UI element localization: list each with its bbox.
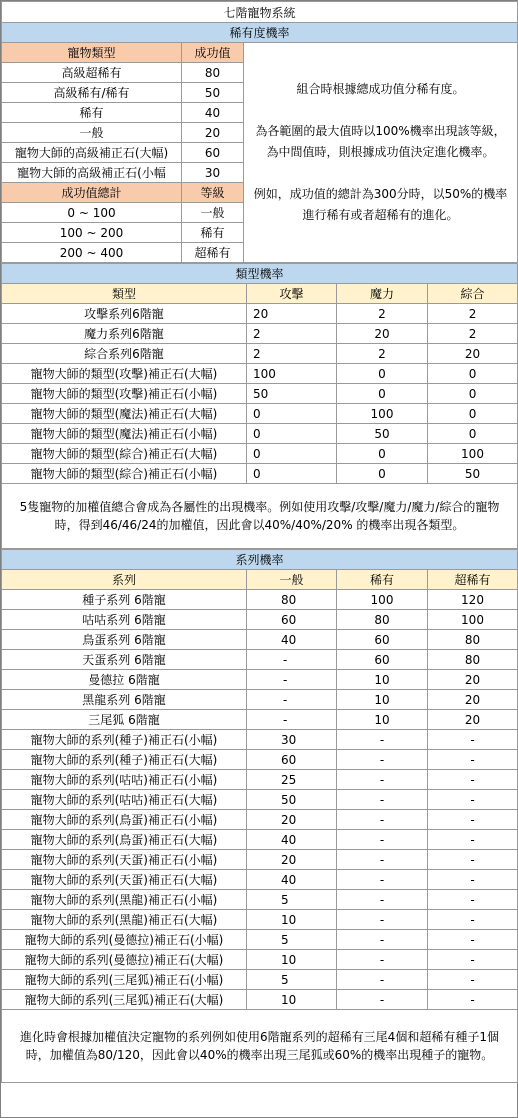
grade-label: 稀有 [182,223,244,243]
series-row [2,890,518,910]
type-name-cell: 寵物大師的類型(綜合)補正石(大幅) [2,444,247,464]
series-row [2,730,518,750]
series-value-cell: 10 [337,670,428,690]
type-col-magic: 魔力 [337,284,428,304]
series-value-cell: - [247,670,337,690]
grade-range: 200 ~ 400 [2,243,182,263]
series-value-cell: 20 [247,850,337,870]
rarity-value: 40 [182,103,244,123]
series-name-cell: 黑龍系列 6階寵 [2,690,247,710]
series-value-cell: - [428,750,518,770]
type-value-cell: 0 [428,364,518,384]
series-value-cell: - [247,710,337,730]
series-value-cell: 20 [428,670,518,690]
type-value-cell: 2 [247,344,337,364]
series-value-cell: - [428,870,518,890]
series-value-cell: 10 [337,710,428,730]
series-value-cell: - [428,810,518,830]
series-value-cell: 20 [428,710,518,730]
grade-col-total: 成功值總計 [2,183,182,203]
series-name-cell: 寵物大師的系列(三尾狐)補正石(大幅) [2,990,247,1010]
type-row [2,404,518,424]
rarity-type: 寵物大師的高級補正石(小幅 [2,163,182,183]
type-col-type: 類型 [2,284,247,304]
series-value-cell: 80 [428,650,518,670]
type-value-cell: 0 [428,384,518,404]
series-value-cell: - [337,810,428,830]
rarity-type: 稀有 [2,103,182,123]
series-value-cell: 40 [247,630,337,650]
series-row [2,630,518,650]
type-prob-rows [2,304,518,484]
rarity-value: 20 [182,123,244,143]
series-row [2,650,518,670]
type-value-cell: 0 [247,444,337,464]
grade-range: 100 ~ 200 [2,223,182,243]
rarity-type: 一般 [2,123,182,143]
type-value-cell: 2 [428,304,518,324]
series-value-cell: - [428,770,518,790]
type-value-cell: 50 [428,464,518,484]
series-name-cell: 寵物大師的系列(曼德拉)補正石(小幅) [2,930,247,950]
series-value-cell: - [428,730,518,750]
rarity-col-value: 成功值 [182,43,244,63]
series-col-series: 系列 [2,570,247,590]
type-value-cell: 0 [337,464,428,484]
series-value-cell: 30 [247,730,337,750]
series-value-cell: 5 [247,930,337,950]
series-row [2,850,518,870]
series-value-cell: - [337,950,428,970]
series-value-cell: - [428,910,518,930]
series-row [2,990,518,1010]
series-name-cell: 寵物大師的系列(曼德拉)補正石(大幅) [2,950,247,970]
series-value-cell: - [428,970,518,990]
type-name-cell: 寵物大師的類型(魔法)補正石(小幅) [2,424,247,444]
type-value-cell: 0 [428,404,518,424]
series-name-cell: 曼德拉 6階寵 [2,670,247,690]
type-value-cell: 0 [428,424,518,444]
type-note: 5隻寵物的加權值總合會成為各屬性的出現機率。例如使用攻擊/攻擊/魔力/魔力/綜合的寵物時，得到46/46/24的加權值，因此會以40%/40%/20% 的機率出現各類型。 [2,484,518,549]
rarity-col-type: 寵物類型 [2,43,182,63]
type-value-cell: 20 [247,304,337,324]
type-name-cell: 寵物大師的類型(攻擊)補正石(大幅) [2,364,247,384]
type-name-cell: 魔力系列6階寵 [2,324,247,344]
rarity-table [1,1,518,263]
type-col-combined: 綜合 [428,284,518,304]
series-name-cell: 寵物大師的系列(種子)補正石(大幅) [2,750,247,770]
type-row [2,384,518,404]
series-prob-table [1,549,518,1083]
type-prob-table [1,263,518,549]
series-value-cell: 120 [428,590,518,610]
type-value-cell: 0 [247,424,337,444]
type-name-cell: 綜合系列6階寵 [2,344,247,364]
series-value-cell: 60 [337,650,428,670]
series-value-cell: 20 [428,690,518,710]
type-value-cell: 20 [337,324,428,344]
series-value-cell: - [337,750,428,770]
series-value-cell: - [337,930,428,950]
grade-col-grade: 等級 [182,183,244,203]
series-value-cell: - [337,910,428,930]
series-name-cell: 鳥蛋系列 6階寵 [2,630,247,650]
series-row [2,870,518,890]
series-row [2,790,518,810]
series-value-cell: - [428,950,518,970]
series-value-cell: 80 [428,630,518,650]
series-value-cell: 20 [247,810,337,830]
series-row [2,590,518,610]
type-value-cell: 20 [428,344,518,364]
rarity-type: 高級稀有/稀有 [2,83,182,103]
rarity-desc-line-2: 為各範圍的最大值時以100%機率出現該等級，為中間值時，則根據成功值決定進化機率。 [255,124,506,159]
rarity-type: 寵物大師的高級補正石(大幅) [2,143,182,163]
series-value-cell: - [428,890,518,910]
type-row [2,304,518,324]
series-name-cell: 寵物大師的系列(黑龍)補正石(大幅) [2,910,247,930]
type-row [2,424,518,444]
series-col-normal: 一般 [247,570,337,590]
series-section-header: 系列機率 [2,550,518,570]
type-value-cell: 0 [337,444,428,464]
rarity-value: 80 [182,63,244,83]
type-row [2,444,518,464]
series-value-cell: - [428,990,518,1010]
series-row [2,770,518,790]
rarity-desc-line-3: 例如，成功值的總計為300分時，以50%的機率進行稀有或者超稀有的進化。 [253,187,508,222]
series-value-cell: 60 [247,610,337,630]
series-name-cell: 寵物大師的系列(天蛋)補正石(小幅) [2,850,247,870]
series-row [2,710,518,730]
series-row [2,690,518,710]
type-value-cell: 100 [247,364,337,384]
series-value-cell: 100 [428,610,518,630]
type-value-cell: 100 [428,444,518,464]
series-value-cell: - [428,850,518,870]
type-name-cell: 攻擊系列6階寵 [2,304,247,324]
type-name-cell: 寵物大師的類型(魔法)補正石(大幅) [2,404,247,424]
series-value-cell: - [428,790,518,810]
sheet-title: 七階寵物系統 [2,2,518,23]
series-value-cell: - [337,830,428,850]
series-name-cell: 寵物大師的系列(咕咕)補正石(大幅) [2,790,247,810]
type-value-cell: 0 [247,404,337,424]
series-value-cell: 60 [247,750,337,770]
rarity-value: 60 [182,143,244,163]
rarity-description [244,43,518,263]
series-name-cell: 寵物大師的系列(三尾狐)補正石(小幅) [2,970,247,990]
type-value-cell: 50 [337,424,428,444]
rarity-value: 30 [182,163,244,183]
series-row [2,810,518,830]
series-prob-rows [2,590,518,1010]
type-value-cell: 50 [247,384,337,404]
type-row [2,364,518,384]
series-value-cell: - [337,970,428,990]
type-col-attack: 攻擊 [247,284,337,304]
series-value-cell: 50 [247,790,337,810]
series-value-cell: - [337,890,428,910]
type-name-cell: 寵物大師的類型(攻擊)補正石(小幅) [2,384,247,404]
series-value-cell: 10 [337,690,428,710]
series-name-cell: 寵物大師的系列(鳥蛋)補正石(大幅) [2,830,247,850]
type-value-cell: 100 [337,404,428,424]
series-row [2,670,518,690]
series-name-cell: 天蛋系列 6階寵 [2,650,247,670]
series-row [2,830,518,850]
series-value-cell: - [337,770,428,790]
series-name-cell: 寵物大師的系列(黑龍)補正石(小幅) [2,890,247,910]
rarity-desc-line-1: 組合時根據總成功值分稀有度。 [296,82,465,96]
series-value-cell: 10 [247,910,337,930]
series-name-cell: 寵物大師的系列(種子)補正石(小幅) [2,730,247,750]
series-value-cell: - [337,730,428,750]
series-col-super-rare: 超稀有 [428,570,518,590]
series-name-cell: 種子系列 6階寵 [2,590,247,610]
type-row [2,464,518,484]
type-value-cell: 0 [337,384,428,404]
series-value-cell: 100 [337,590,428,610]
series-name-cell: 咕咕系列 6階寵 [2,610,247,630]
series-name-cell: 寵物大師的系列(鳥蛋)補正石(小幅) [2,810,247,830]
type-value-cell: 0 [337,364,428,384]
type-name-cell: 寵物大師的類型(綜合)補正石(小幅) [2,464,247,484]
series-value-cell: 10 [247,950,337,970]
type-row [2,344,518,364]
series-value-cell: - [247,690,337,710]
series-value-cell: 10 [247,990,337,1010]
series-value-cell: - [337,870,428,890]
series-value-cell: 5 [247,970,337,990]
grade-range: 0 ~ 100 [2,203,182,223]
series-value-cell: - [247,650,337,670]
series-row [2,910,518,930]
type-row [2,324,518,344]
series-value-cell: 25 [247,770,337,790]
type-value-cell: 2 [337,344,428,364]
grade-label: 一般 [182,203,244,223]
series-row [2,950,518,970]
series-value-cell: - [428,930,518,950]
type-value-cell: 2 [428,324,518,344]
series-name-cell: 寵物大師的系列(咕咕)補正石(小幅) [2,770,247,790]
rarity-value: 50 [182,83,244,103]
series-value-cell: 5 [247,890,337,910]
series-value-cell: - [337,790,428,810]
series-value-cell: - [428,830,518,850]
series-name-cell: 寵物大師的系列(天蛋)補正石(大幅) [2,870,247,890]
series-row [2,970,518,990]
rarity-type: 高級超稀有 [2,63,182,83]
series-value-cell: 40 [247,830,337,850]
series-value-cell: - [337,990,428,1010]
type-section-header: 類型機率 [2,264,518,284]
series-value-cell: 80 [337,610,428,630]
series-row [2,750,518,770]
series-note: 進化時會根據加權值決定寵物的系列例如使用6階寵系列的超稀有三尾4個和超稀有種子1個時，加權值為80/120，因此會以40%的機率出現三尾狐或60%的機率出現種子的寵物。 [2,1010,518,1083]
series-value-cell: - [337,850,428,870]
series-name-cell: 三尾狐 6階寵 [2,710,247,730]
series-row [2,610,518,630]
series-row [2,930,518,950]
series-value-cell: 40 [247,870,337,890]
series-col-rare: 稀有 [337,570,428,590]
series-value-cell: 80 [247,590,337,610]
grade-label: 超稀有 [182,243,244,263]
rarity-section-header: 稀有度機率 [2,23,518,43]
type-value-cell: 2 [247,324,337,344]
type-value-cell: 2 [337,304,428,324]
series-value-cell: 60 [337,630,428,650]
type-value-cell: 0 [247,464,337,484]
